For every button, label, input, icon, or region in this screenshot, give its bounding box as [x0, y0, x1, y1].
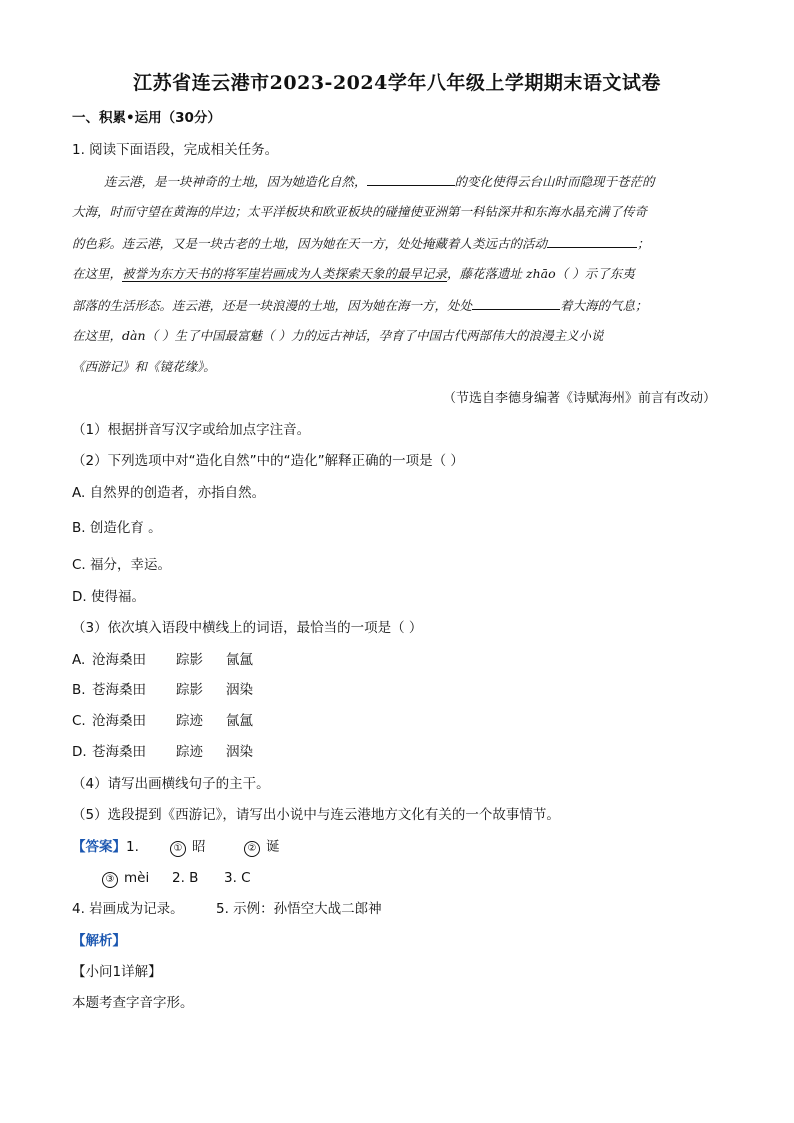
option-word: 苍海桑田	[92, 682, 146, 698]
fill-blank-2	[547, 233, 637, 248]
fill-blank-1	[367, 171, 455, 186]
answer-q5: 5. 示例：孙悟空大战二郎神	[216, 901, 382, 917]
option-word: 踪迹	[176, 713, 203, 729]
passage-text: 连云港，是一块神奇的土地，因为她造化自然，	[104, 174, 367, 189]
option-letter: D.	[72, 744, 87, 760]
fill-blank-3	[472, 295, 560, 310]
option-word: 氤氲	[226, 713, 253, 729]
option-3d	[72, 742, 253, 762]
answer-q4: 4. 岩画成为记录。	[72, 901, 184, 917]
passage-text: 在这里，	[72, 266, 123, 281]
detail-tag: 【小问1详解】	[72, 964, 162, 980]
subquestion-2: （2）下列选项中对“造化自然”中的“造化”解释正确的一项是（ ）	[72, 453, 464, 469]
passage-text: ，藤花落遗址 zhāo（ ）示了东夷	[447, 266, 635, 281]
option-2b: B. 创造化育 。	[72, 520, 162, 536]
passage-source: （节选自李德身编著《诗赋海州》前言有改动）	[442, 391, 716, 406]
passage-line-7: 《西游记》和《镜花缘》。	[72, 359, 216, 374]
subquestion-1: （1）根据拼音写汉字或给加点字注音。	[72, 422, 311, 438]
passage-line-3	[72, 233, 650, 254]
answer-line-2	[102, 868, 251, 888]
option-letter: A.	[72, 652, 86, 668]
passage-line-2: 大海，时而守望在黄海的岸边；太平洋板块和欧亚板块的碰撞使亚洲第一科钻深井和东海水晶充满了传奇	[72, 204, 648, 219]
circled-number-3: ③	[102, 872, 118, 888]
option-3c	[72, 711, 253, 731]
option-word: 洇染	[226, 744, 253, 760]
option-word: 沧海桑田	[92, 652, 146, 668]
answer-value: mèi	[124, 870, 150, 886]
analysis-tag: 【解析】	[72, 933, 126, 949]
answer-q2: 2. B	[172, 870, 199, 886]
option-2d: D. 使得福。	[72, 589, 145, 605]
subquestion-4: （4）请写出画横线句子的主干。	[72, 776, 270, 792]
option-word: 踪影	[176, 682, 203, 698]
detail-text: 本题考查字音字形。	[72, 995, 194, 1011]
option-word: 踪迹	[176, 744, 203, 760]
passage-text: 的变化使得云台山时而隐现于苍茫的	[454, 174, 655, 189]
passage-text: 部落的生活形态。连云港，还是一块浪漫的土地，因为她在海一方，处处	[72, 298, 473, 313]
passage-text: 的色彩。连云港，又是一块古老的土地，因为她在天一方，处处掩藏着人类远古的活动	[72, 236, 548, 251]
answer-number: 1.	[126, 839, 139, 855]
option-letter: B.	[72, 682, 86, 698]
option-3b	[72, 680, 253, 700]
option-3a	[72, 650, 253, 670]
question-1-stem: 1. 阅读下面语段，完成相关任务。	[72, 142, 279, 158]
option-word: 沧海桑田	[92, 713, 146, 729]
underlined-sentence: 被誉为东方天书的将军崖岩画成为人类探索天象的最早记录	[122, 266, 448, 281]
passage-line-4	[72, 264, 635, 284]
answer-value: 昭	[192, 839, 206, 855]
passage-line-1	[104, 171, 655, 192]
answer-q3: 3. C	[224, 870, 251, 886]
passage-text: ；	[637, 236, 650, 251]
passage-line-6: 在这里，dàn（ ）生了中国最富魅（ ）力的远古神话，孕育了中国古代两部伟大的浪漫主义小说	[72, 328, 604, 343]
option-word: 氤氲	[226, 652, 253, 668]
answer-line-1	[72, 837, 280, 857]
option-letter: C.	[72, 713, 86, 729]
passage-text: 着大海的气息；	[560, 298, 648, 313]
answer-line-3	[72, 899, 382, 919]
passage-line-5	[72, 295, 648, 316]
page-title: 江苏省连云港市2023-2024学年八年级上学期期末语文试卷	[133, 72, 661, 94]
option-2c: C. 福分，幸运。	[72, 557, 172, 573]
section-heading: 一、积累•运用（30分）	[72, 110, 221, 126]
circled-number-2: ②	[244, 841, 260, 857]
subquestion-5: （5）选段提到《西游记》，请写出小说中与连云港地方文化有关的一个故事情节。	[72, 807, 560, 823]
option-word: 洇染	[226, 682, 253, 698]
circled-number-1: ①	[170, 841, 186, 857]
answer-tag: 【答案】	[72, 839, 126, 855]
option-word: 苍海桑田	[92, 744, 146, 760]
answer-value: 诞	[266, 839, 280, 855]
subquestion-3: （3）依次填入语段中横线上的词语，最恰当的一项是（ ）	[72, 620, 423, 636]
option-word: 踪影	[176, 652, 203, 668]
option-2a: A. 自然界的创造者，亦指自然。	[72, 485, 266, 501]
